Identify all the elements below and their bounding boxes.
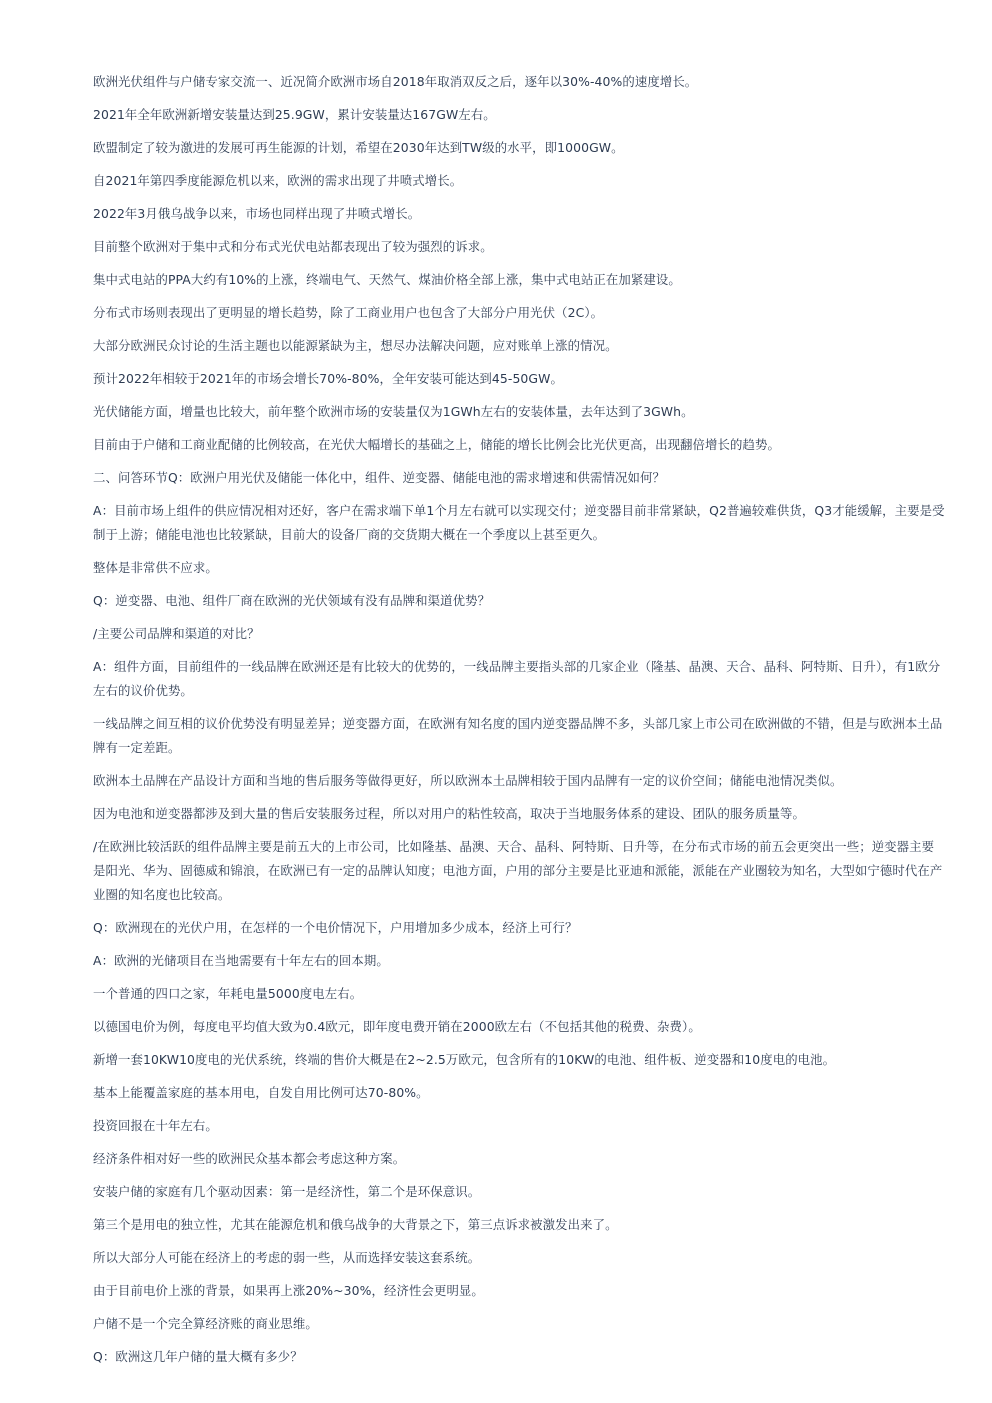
paragraph: 投资回报在十年左右。 xyxy=(93,1118,218,1133)
paragraph: 欧盟制定了较为激进的发展可再生能源的计划，希望在2030年达到TW级的水平，即1000GW。 xyxy=(93,140,624,155)
section-heading-qa: 二、问答环节Q：欧洲户用光伏及储能一体化中，组件、逆变器、储能电池的需求增速和供需情况如何？ xyxy=(93,470,665,485)
answer-paragraph: A：组件方面，目前组件的一线品牌在欧洲还是有比较大的优势的，一线品牌主要指头部的几家企业（隆基、晶澳、天合、晶科、阿特斯、日升），有1欧分左右的议价优势。 xyxy=(93,659,941,698)
paragraph: 欧洲光伏组件与户储专家交流一、近况简介欧洲市场自2018年取消双反之后，逐年以30%-40%的速度增长。 xyxy=(93,74,698,89)
paragraph: 由于目前电价上涨的背景，如果再上涨20%~30%，经济性会更明显。 xyxy=(93,1283,484,1298)
paragraph: 集中式电站的PPA大约有10%的上涨，终端电气、天然气、煤油价格全部上涨，集中式电站正在加紧建设。 xyxy=(93,272,681,287)
paragraph: 大部分欧洲民众讨论的生活主题也以能源紧缺为主，想尽办法解决问题，应对账单上涨的情况。 xyxy=(93,338,618,353)
paragraph: 目前整个欧洲对于集中式和分布式光伏电站都表现出了较为强烈的诉求。 xyxy=(93,239,493,254)
paragraph: 2021年全年欧洲新增安装量达到25.9GW，累计安装量达167GW左右。 xyxy=(93,107,496,122)
paragraph: 第三个是用电的独立性，尤其在能源危机和俄乌战争的大背景之下，第三点诉求被激发出来了。 xyxy=(93,1217,618,1232)
paragraph: 分布式市场则表现出了更明显的增长趋势，除了工商业用户也包含了大部分户用光伏（2C）。 xyxy=(93,305,604,320)
paragraph: /在欧洲比较活跃的组件品牌主要是前五大的上市公司，比如隆基、晶澳、天合、晶科、阿特斯、日升等，在分布式市场的前五会更突出一些；逆变器主要是阳光、华为、固德威和锦浪，在欧洲已有一定的品牌认知度；电池方面，户用的部分主要是比亚迪和派能，派能在产业圈较为知名，大型如宁德时代在产业圈的知名度也比较高。 xyxy=(93,839,943,902)
paragraph: 自2021年第四季度能源危机以来，欧洲的需求出现了井喷式增长。 xyxy=(93,173,463,188)
paragraph: 新增一套10KW10度电的光伏系统，终端的售价大概是在2~2.5万欧元，包含所有的10KW的电池、组件板、逆变器和10度电的电池。 xyxy=(93,1052,836,1067)
paragraph: 整体是非常供不应求。 xyxy=(93,560,218,575)
question-paragraph: Q：逆变器、电池、组件厂商在欧洲的光伏领域有没有品牌和渠道优势？ xyxy=(93,593,491,608)
paragraph: 基本上能覆盖家庭的基本用电，自发自用比例可达70-80%。 xyxy=(93,1085,429,1100)
paragraph: 户储不是一个完全算经济账的商业思维。 xyxy=(93,1316,318,1331)
paragraph: 预计2022年相较于2021年的市场会增长70%-80%，全年安装可能达到45-50GW。 xyxy=(93,371,563,386)
paragraph: 一线品牌之间互相的议价优势没有明显差异；逆变器方面，在欧洲有知名度的国内逆变器品牌不多，头部几家上市公司在欧洲做的不错，但是与欧洲本土品牌有一定差距。 xyxy=(93,716,943,755)
paragraph: 2022年3月俄乌战争以来，市场也同样出现了井喷式增长。 xyxy=(93,206,421,221)
answer-paragraph: A：欧洲的光储项目在当地需要有十年左右的回本期。 xyxy=(93,953,389,968)
paragraph: 所以大部分人可能在经济上的考虑的弱一些，从而选择安装这套系统。 xyxy=(93,1250,481,1265)
paragraph: 安装户储的家庭有几个驱动因素：第一是经济性，第二个是环保意识。 xyxy=(93,1184,481,1199)
paragraph: /主要公司品牌和渠道的对比？ xyxy=(93,626,260,641)
paragraph: 光伏储能方面，增量也比较大，前年整个欧洲市场的安装量仅为1GWh左右的安装体量，去年达到了3GWh。 xyxy=(93,404,694,419)
paragraph: 以德国电价为例，每度电平均值大致为0.4欧元，即年度电费开销在2000欧左右（不包括其他的税费、杂费）。 xyxy=(93,1019,701,1034)
paragraph: 经济条件相对好一些的欧洲民众基本都会考虑这种方案。 xyxy=(93,1151,406,1166)
paragraph: 一个普通的四口之家，年耗电量5000度电左右。 xyxy=(93,986,363,1001)
document-body xyxy=(93,70,945,1378)
question-paragraph: Q：欧洲现在的光伏户用，在怎样的一个电价情况下，户用增加多少成本，经济上可行？ xyxy=(93,920,578,935)
paragraph: 因为电池和逆变器都涉及到大量的售后安装服务过程，所以对用户的粘性较高，取决于当地服务体系的建设、团队的服务质量等。 xyxy=(93,806,805,821)
paragraph: 欧洲本土品牌在产品设计方面和当地的售后服务等做得更好，所以欧洲本土品牌相较于国内品牌有一定的议价空间；储能电池情况类似。 xyxy=(93,773,843,788)
question-paragraph: Q：欧洲这几年户储的量大概有多少？ xyxy=(93,1349,303,1364)
answer-paragraph: A：目前市场上组件的供应情况相对还好，客户在需求端下单1个月左右就可以实现交付；逆变器目前非常紧缺，Q2普遍较难供货，Q3才能缓解，主要是受制于上游；储能电池也比较紧缺，目前大的设备厂商的交货期大概在一个季度以上甚至更久。 xyxy=(93,503,945,542)
paragraph: 目前由于户储和工商业配储的比例较高，在光伏大幅增长的基础之上，储能的增长比例会比光伏更高，出现翻倍增长的趋势。 xyxy=(93,437,780,452)
